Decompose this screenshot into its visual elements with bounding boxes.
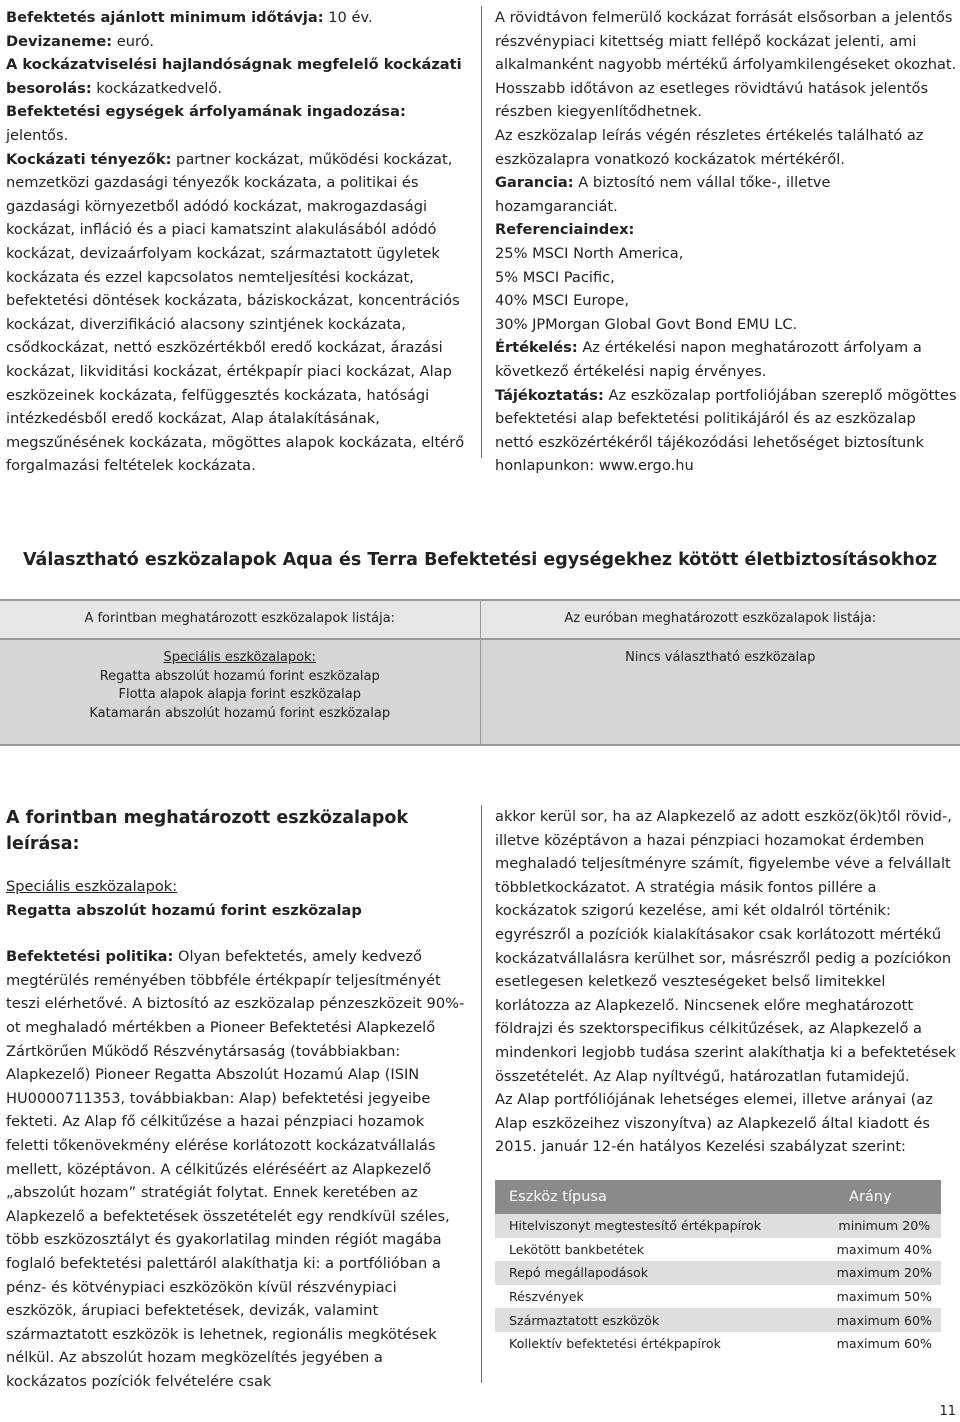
asset-ratio: maximum 60% xyxy=(800,1332,941,1356)
ratio-header: Arány xyxy=(800,1180,941,1214)
risk-classification: A kockázatviselési hajlandóságnak megfelelő kockázati besorolás: kockázatkedvelő. xyxy=(6,56,462,97)
euro-fund-list xyxy=(481,640,960,744)
fund-item: Regatta abszolút hozamú forint eszközalap xyxy=(99,668,380,684)
short-term-risk-text: A rövidtávon felmerülő kockázat forrását elsősorban a jelentős részvénypiaci kitettség miatt fellépő kockázat jelenti, ami alkalmanként nagyobb mértékű árfolyamkilengéseket okozhat. Hosszabb időtávon az esetleges rövidtávú hatások jelentős részben kiegyenlítődhetnek. xyxy=(495,9,957,121)
ref-index-item: 5% MSCI Pacific, xyxy=(495,268,615,286)
asset-ratio: maximum 40% xyxy=(800,1238,941,1262)
table-row xyxy=(495,1332,941,1356)
valuation: Értékelés: Az értékelési napon meghatározott árfolyam a következő értékelési napig érvényes. xyxy=(495,339,922,380)
asset-type: Lekötött bankbetétek xyxy=(495,1238,800,1262)
column-divider-bottom xyxy=(481,805,482,1383)
asset-type: Repó megállapodások xyxy=(495,1261,800,1285)
left-column-bottom xyxy=(6,805,468,1393)
asset-ratio: minimum 20% xyxy=(800,1214,941,1238)
strategy-text: akkor kerül sor, ha az Alapkezelő az adott eszköz(ök)től rövid-, illetve középtávon a hazai pénzpiaci hozamokat érdemben meghaladó teljesítményre számít, figyelembe véve a felvállalt többletkockázatot. A stratégia másik fontos pillére a kockázatok szigorú kezelése, ami két oldalról történik: egyrészről a pozíciók kialakításakor csak korlátozott mértékű kockázatvállalásra kerülhet sor, másrészről pedig a pozíciókon esetlegesen keletkező veszteségeket belső limitekkel korlátozza az Alapkezelő. Nincsenek előre meghatározott földrajzi és szektorspecifikus célkitűzések, az Alapkezelő a mindenkori legjobb tudása szerint alakíthatja ki a befektetések összetételét. Az Alap nyíltvégű, határozatlan futamidejű. xyxy=(495,808,956,1085)
no-fund-available: Nincs választható eszközalap xyxy=(625,650,816,665)
table-row xyxy=(495,1261,941,1285)
euro-list-header: Az euróban meghatározott eszközalapok listája: xyxy=(564,611,877,626)
ref-index-item: 40% MSCI Europe, xyxy=(495,292,630,310)
table-row xyxy=(495,1308,941,1332)
fund-list-table xyxy=(0,599,960,746)
table-row xyxy=(495,1238,941,1262)
currency: Devizaneme: euró. xyxy=(6,32,154,50)
right-column-bottom xyxy=(495,805,957,1159)
asset-type: Hitelviszonyt megtestesítő értékpapírok xyxy=(495,1214,800,1238)
investment-policy: Befektetési politika: Olyan befektetés, amely kedvező megtérülés reményében többféle értékpapír teljesítményét teszi elérhetővé. A biztosító az eszközalap pénzeszközeit 90%-ot meghaladó mértékben a Pioneer Befektetési Alapkezelő Zártkörűen Működő Részvénytársaság (továbbiakban: Alapkezelő) Pioneer Regatta Abszolút Hozamú Alap (ISIN HU0000711353, továbbiakban: Alap) befektetési jegyeibe fekteti. Az Alap fő célkitűzése a hazai pénzpiaci hozamok feletti tőkenövekmény elérése korlátozott kockázatvállalás mellett, középtávon. A célkitűzés eléréséért az Alapkezelő „abszolút hozam” stratégiát folytat. Ennek keretében az Alapkezelő a befektetések összetételét egy rendkívül széles, több eszközosztályt és gyakorlatilag minden régiót magába foglaló befektetési palettáról alakíthatja ki: a portfólióban a pénz- és kötvénypiaci eszközökön kívül részvénypiaci eszközök, árupiaci befektetések, devizák, valamint származtatott eszközök is lehetnek, regionális megkötések nélkül. Az abszolút hozam megközelítés jegyében a kockázatos pozíciók felvételére csak xyxy=(6,948,465,1390)
volatility: Befektetési egységek árfolyamának ingadozása: jelentős. xyxy=(6,103,406,144)
asset-ratio: maximum 50% xyxy=(800,1285,941,1309)
description-heading: A forintban meghatározott eszközalapok leírása: xyxy=(6,808,409,854)
information: Tájékoztatás: Az eszközalap portfoliójában szereplő mögöttes befektetési alap befektetési politikájáról és az eszközalap nettó eszközértékéről tájékozódási lehetőséget biztosítunk honlapunkon: www.ergo.hu xyxy=(495,386,957,475)
table-row xyxy=(495,1285,941,1309)
reference-index-label: Referenciaindex: xyxy=(495,221,635,239)
special-funds-subheading: Speciális eszközalapok: xyxy=(6,878,178,895)
right-column-top xyxy=(495,6,957,478)
fund-item: Flotta alapok alapja forint eszközalap xyxy=(118,687,361,702)
asset-type: Származtatott eszközök xyxy=(495,1308,800,1332)
ref-index-item: 30% JPMorgan Global Govt Bond EMU LC. xyxy=(495,315,798,333)
evaluation-note: Az eszközalap leírás végén részletes értékelés található az eszközalapra vonatkozó kockázatok mértékéről. xyxy=(495,126,924,168)
special-funds-label: Speciális eszközalapok: xyxy=(163,650,316,665)
asset-type: Kollektív befektetési értékpapírok xyxy=(495,1332,800,1356)
fund-table-header xyxy=(0,599,960,640)
portfolio-intro: Az Alap portfóliójának lehetséges elemei, illetve arányai (az Alap eszközeihez viszonyítva) az Alapkezelő által kiadott és 2015. január 12-én hatályos Kezelési szabályzat szerint: xyxy=(495,1091,933,1156)
column-divider-top xyxy=(481,6,482,458)
asset-ratio: maximum 20% xyxy=(800,1261,941,1285)
fund-item: Katamarán abszolút hozamú forint eszközalap xyxy=(89,705,391,721)
fund-name: Regatta abszolút hozamú forint eszközalap xyxy=(6,901,362,919)
forint-fund-list xyxy=(0,640,481,744)
asset-table-header xyxy=(495,1180,941,1214)
guarantee: Garancia: A biztosító nem vállal tőke-, illetve hozamgaranciát. xyxy=(495,174,831,215)
fund-table-body xyxy=(0,640,960,746)
section-heading: Választható eszközalapok Aqua és Terra Befektetési egységekhez kötött életbiztosításokhoz xyxy=(22,550,938,570)
min-horizon: Befektetés ajánlott minimum időtávja: 10 év. xyxy=(6,9,373,26)
asset-allocation-table xyxy=(495,1180,941,1356)
risk-factors: Kockázati tényezők: partner kockázat, működési kockázat, nemzetközi gazdasági tényezők kockázata, a politikai és gazdasági környezetből adódó kockázat, makrogazdasági kockázat, infláció és a piaci kamatszint alakulásából adódó kockázat, devizaárfolyam kockázat, származtatott ügyletek kockázata és ezzel kapcsolatos nemteljesítési kockázat, befektetési döntések kockázata, báziskockázat, koncentrációs kockázat, diverzifikáció alacsony szintjének kockázata, csődkockázat, nettó eszközértékből eredő kockázat, árazási kockázat, likviditási kockázat, értékpapír piaci kockázat, Alap eszközeinek kockázata, felfüggesztés kockázata, hatósági intézkedésből eredő kockázat, Alap átalakításának, megszűnésének kockázata, mögöttes alapok kockázata, eltérő forgalmazási feltételek kockázata. xyxy=(6,150,465,475)
ref-index-item: 25% MSCI North America, xyxy=(495,244,684,262)
table-row xyxy=(495,1214,941,1238)
asset-type-header: Eszköz típusa xyxy=(495,1180,800,1214)
asset-ratio: maximum 60% xyxy=(800,1308,941,1332)
asset-type: Részvények xyxy=(495,1285,800,1309)
forint-list-header: A forintban meghatározott eszközalapok listája: xyxy=(0,601,481,638)
page-number: 11 xyxy=(939,1404,956,1419)
left-column-top xyxy=(6,6,468,478)
